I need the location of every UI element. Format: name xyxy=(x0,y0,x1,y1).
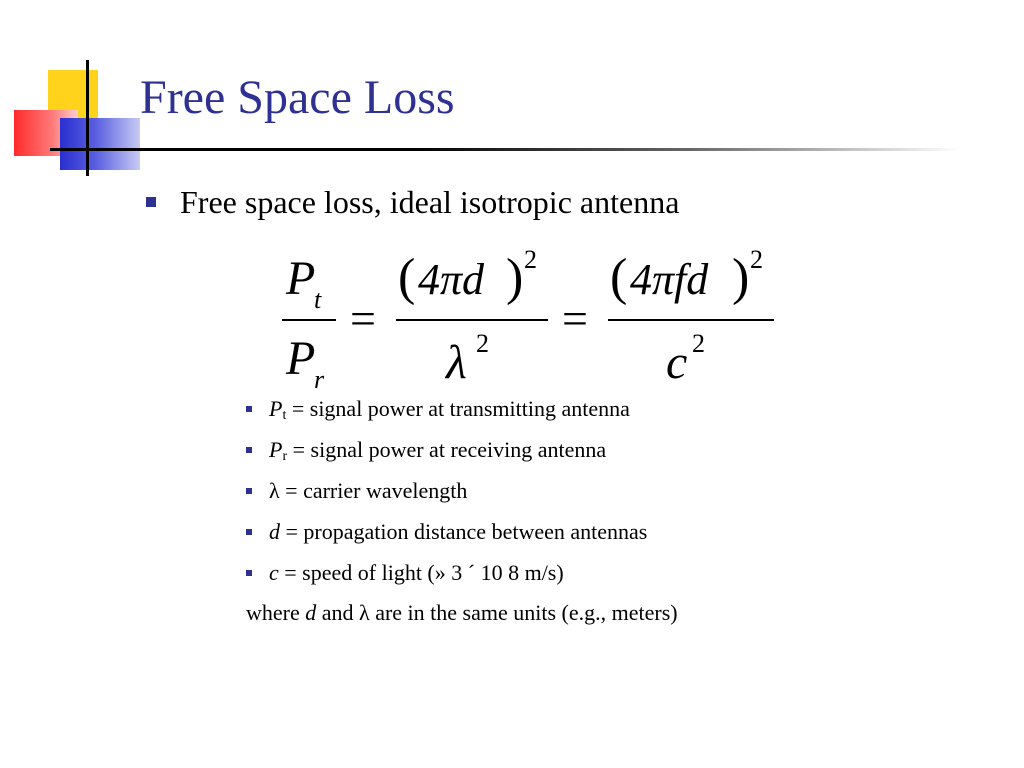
bullet-square-icon xyxy=(246,529,252,535)
eq-equals-2: = xyxy=(562,293,588,344)
eq-mid-denominator: λ xyxy=(446,336,467,389)
list-item xyxy=(246,519,647,560)
eq-lhs-denominator: P xyxy=(286,332,316,385)
def-symbol: P xyxy=(269,437,283,462)
note-suffix: are in the same units (e.g., meters) xyxy=(369,600,678,625)
def-subscript: r xyxy=(282,449,288,464)
eq-lhs-numerator-sub: t xyxy=(314,285,322,314)
list-item xyxy=(246,396,647,437)
eq-mid-numerator: 4πd xyxy=(418,255,485,304)
bullet-square-icon xyxy=(246,488,252,494)
free-space-loss-equation xyxy=(276,238,786,398)
list-item xyxy=(246,478,647,519)
eq-lhs-denominator-sub: r xyxy=(314,365,325,394)
units-note xyxy=(246,600,678,626)
eq-mid-open-paren: ( xyxy=(398,249,416,306)
eq-right-close-paren: ) xyxy=(732,249,750,306)
eq-right-numerator: 4πfd xyxy=(630,255,709,304)
eq-mid-exponent: 2 xyxy=(524,245,537,274)
bullet-square-icon xyxy=(246,406,252,412)
main-bullet xyxy=(146,186,679,218)
main-bullet-text: Free space loss, ideal isotropic antenna xyxy=(180,184,680,220)
title-underline xyxy=(50,148,960,151)
bullet-square-icon xyxy=(246,447,252,453)
bullet-square-icon xyxy=(246,570,252,576)
eq-lhs-numerator: P xyxy=(286,252,316,305)
eq-mid-denominator-exp: 2 xyxy=(476,329,489,358)
note-symbol-d: d xyxy=(305,600,317,625)
eq-right-exponent: 2 xyxy=(750,245,763,274)
eq-right-denominator: c xyxy=(666,336,688,389)
list-item xyxy=(246,437,647,478)
def-text: = propagation distance between antennas xyxy=(280,519,648,544)
def-text: = signal power at receiving antenna xyxy=(287,437,607,462)
def-symbol: d xyxy=(269,519,280,544)
def-text: = carrier wavelength xyxy=(279,478,468,503)
note-symbol-lambda: λ xyxy=(359,600,370,625)
def-subscript: t xyxy=(282,408,287,423)
def-text: = speed of light (» 3 ´ 10 8 m/s) xyxy=(278,560,564,585)
eq-right-open-paren: ( xyxy=(610,249,628,306)
note-prefix: where xyxy=(246,600,306,625)
def-symbol: c xyxy=(269,560,279,585)
list-item xyxy=(246,560,647,601)
slide-title: Free Space Loss xyxy=(140,71,455,124)
def-symbol: P xyxy=(269,396,283,421)
def-symbol: λ xyxy=(269,478,280,503)
eq-mid-close-paren: ) xyxy=(506,249,524,306)
logo-blue-square xyxy=(60,118,140,170)
bullet-square-icon xyxy=(146,197,156,207)
def-text: = signal power at transmitting antenna xyxy=(286,396,630,421)
eq-right-denominator-exp: 2 xyxy=(692,329,705,358)
definitions-list xyxy=(246,396,647,601)
note-mid: and xyxy=(316,600,360,625)
logo-vertical-line xyxy=(86,60,89,176)
eq-equals-1: = xyxy=(350,293,376,344)
